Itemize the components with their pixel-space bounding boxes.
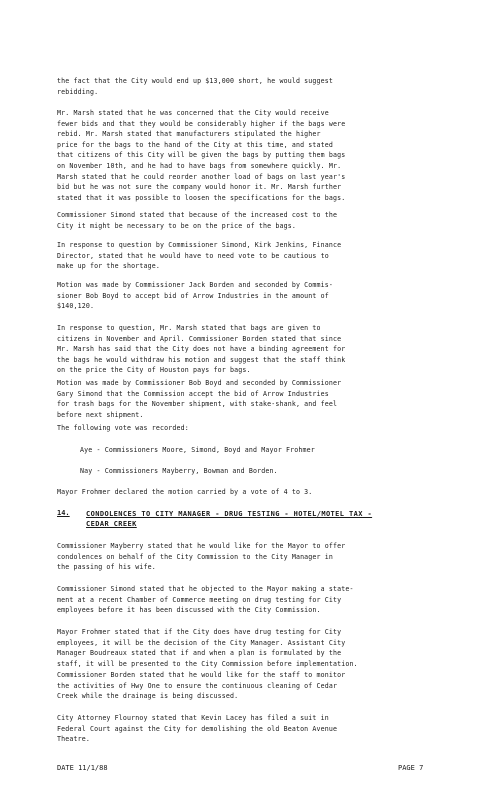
paragraph-simond-cost: Commissioner Simond stated that because of the increased cost to the City it might be necessary to be on the price of the bags. xyxy=(57,211,338,230)
paragraph-motion-carried: Mayor Frohmer declared the motion carried by a vote of 4 to 3. xyxy=(57,488,313,496)
paragraph-motion-borden: Motion was made by Commissioner Jack Borden and seconded by Commis- sioner Bob Boyd to accept bid of Arrow Industries in the amount of $140,120. xyxy=(57,281,334,311)
footer-date: DATE 11/1/88 xyxy=(57,764,108,772)
agenda-item-title: CONDOLENCES TO CITY MANAGER - DRUG TESTING - HOTEL/MOTEL TAX - CEDAR CREEK xyxy=(86,510,373,529)
paragraph-simond-drug-testing: Commissioner Simond stated that he objected to the Mayor making a state- ment at a recent Chamber of Commerce meeting on drug testing for City employees before it has been discussed with the City Commission. xyxy=(57,585,354,615)
paragraph-frohmer-drug-testing: Mayor Frohmer stated that if the City does have drug testing for City employees, it will be the decision of the City Manager. Assistant City Manager Boudreaux stated that if and when a plan is formulated by the staff, it will be presented to the City Commission before implementation. xyxy=(57,628,358,668)
paragraph-top: the fact that the City would end up $13,000 short, he would suggest rebidding. xyxy=(57,77,334,96)
paragraph-jenkins-response: In response to question by Commissioner Simond, Kirk Jenkins, Finance Director, stated that he would have to need vote to be cautious to make up for the shortage. xyxy=(57,241,342,271)
footer-page-number: PAGE 7 xyxy=(398,764,424,772)
paragraph-marsh-concern: Mr. Marsh stated that he was concerned that the City would receive fewer bids and that they would be considerably higher if the bags were rebid. Mr. Marsh stated that manufacturers stipulated the higher price for the bags to the hand of the City at this time, and stated that citizens of this City will be given the bags by putting them bags on November 10th, and he had to have bags from somewhere quickly. Mr. Marsh stated that he could reorder another load of bags on last year's bid but he was not sure the company would honor it. Mr. Marsh further stated that it was possible to loosen the specifications for the bags. xyxy=(57,109,346,202)
paragraph-motion-boyd: Motion was made by Commissioner Bob Boyd and seconded by Commissioner Gary Simond that the Commission accept the bid of Arrow Industries for trash bags for the November shipment, with stake-shank, and feel before next shipment. xyxy=(57,379,342,419)
paragraph-vote-intro: The following vote was recorded: xyxy=(57,424,189,432)
agenda-item-number: 14. xyxy=(57,509,70,517)
vote-nays: Nay - Commissioners Mayberry, Bowman and Borden. xyxy=(80,467,278,475)
paragraph-attorney-suit: City Attorney Flournoy stated that Kevin Lacey has filed a suit in Federal Court against the City for demolishing the old Beaton Avenue Theatre. xyxy=(57,714,338,744)
paragraph-bags-response: In response to question, Mr. Marsh stated that bags are given to citizens in November and April. Commissioner Borden stated that since Mr. Marsh has said that the City does not have a binding agreement for the bags he would withdraw his motion and suggest that the staff think on the price the City of Houston pays for bags. xyxy=(57,324,346,375)
paragraph-borden-cedar-creek: Commissioner Borden stated that he would like for the staff to monitor the activities of Hwy One to ensure the continuous cleaning of Cedar Creek while the drainage is being discussed. xyxy=(57,671,346,701)
vote-ayes: Aye - Commissioners Moore, Simond, Boyd and Mayor Frohmer xyxy=(80,446,315,454)
paragraph-mayberry-condolences: Commissioner Mayberry stated that he would like for the Mayor to offer condolences on behalf of the City Commission to the City Manager in the passing of his wife. xyxy=(57,542,346,572)
